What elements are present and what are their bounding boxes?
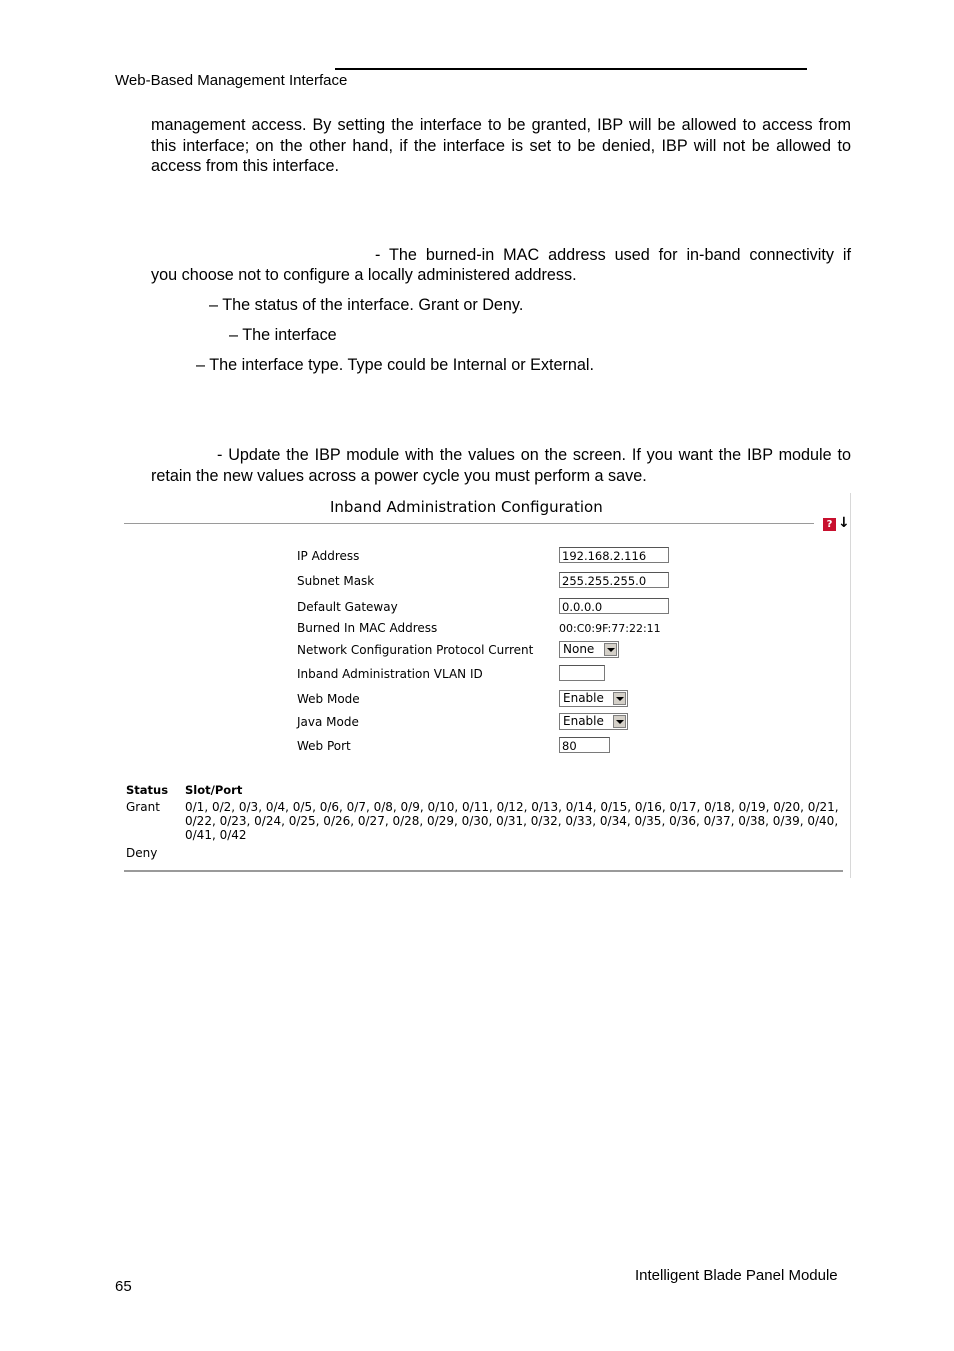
status-description: – The status of the interface. Grant or Deny. (209, 296, 524, 314)
arrow-down-icon[interactable]: ↓ (838, 515, 850, 531)
grant-label: Grant (126, 800, 160, 814)
inband-config-screenshot (118, 493, 852, 878)
intro-paragraph: management access. By setting the interface to be granted, IBP will be allowed to access from this interface; on the other hand, if the interface is set to be denied, IBP will not be allowed to access from this interface. (151, 116, 851, 175)
footer-title: Intelligent Blade Panel Module (635, 1267, 838, 1284)
running-head: Web-Based Management Interface (115, 72, 348, 89)
vlan-id-label: Inband Administration VLAN ID (297, 667, 483, 681)
grant-ports: 0/1, 0/2, 0/3, 0/4, 0/5, 0/6, 0/7, 0/8, 0/9, 0/10, 0/11, 0/12, 0/13, 0/14, 0/15, 0/16, 0/17, 0/18, 0/19, 0/20, 0/21, 0/22, 0/23, 0/24, 0/25, 0/26, 0/27, 0/28, 0/29, 0/30, 0/31, 0/32, 0/33, 0/34, 0/35, 0/36, 0/37, 0/38, 0/39, 0/40, 0/41, 0/42 (185, 800, 839, 842)
mac-description-line2: you choose not to configure a locally administered address. (151, 266, 577, 284)
subnet-mask-input[interactable]: 255.255.255.0 (559, 572, 669, 588)
title-rule (124, 523, 814, 524)
slot-port-header: Slot/Port (185, 783, 243, 797)
web-mode-select[interactable] (559, 690, 628, 707)
web-mode-label: Web Mode (297, 692, 360, 706)
mac-description (151, 245, 851, 285)
ip-address-label: IP Address (297, 549, 360, 563)
status-header: Status (126, 783, 169, 797)
mac-address-label: Burned In MAC Address (297, 621, 438, 635)
ip-address-input[interactable]: 192.168.2.116 (559, 547, 669, 563)
interface-description: – The interface (229, 326, 337, 344)
mac-address-value: 00:C0:9F:77:22:11 (559, 622, 661, 635)
protocol-label: Network Configuration Protocol Current (297, 643, 534, 657)
figure-title: Inband Administration Configuration (330, 498, 603, 516)
java-mode-label: Java Mode (297, 715, 359, 729)
header-rule (335, 68, 807, 70)
java-mode-select-value: Enable (563, 714, 604, 728)
chevron-down-icon[interactable] (613, 692, 626, 705)
chevron-down-icon[interactable] (604, 643, 617, 656)
deny-label: Deny (126, 846, 158, 860)
page-number: 65 (115, 1278, 132, 1295)
table-bottom-rule (124, 870, 843, 872)
default-gateway-input[interactable]: 0.0.0.0 (559, 598, 669, 614)
mac-description-line1: - The burned-in MAC address used for in-band connectivity if (375, 246, 851, 264)
frame-edge (850, 493, 851, 878)
web-port-input[interactable]: 80 (559, 737, 610, 753)
default-gateway-label: Default Gateway (297, 600, 398, 614)
web-port-label: Web Port (297, 739, 351, 753)
apply-description: - Update the IBP module with the values on the screen. If you want the IBP module to retain the new values across a power cycle you must perform a save. (151, 446, 851, 485)
protocol-select-value: None (563, 642, 595, 656)
web-mode-select-value: Enable (563, 691, 604, 705)
java-mode-select[interactable] (559, 713, 628, 730)
protocol-select[interactable] (559, 641, 619, 658)
vlan-id-input[interactable] (559, 665, 605, 681)
chevron-down-icon[interactable] (613, 715, 626, 728)
help-icon[interactable]: ? (823, 518, 836, 531)
type-description: – The interface type. Type could be Internal or External. (196, 356, 595, 374)
subnet-mask-label: Subnet Mask (297, 574, 375, 588)
